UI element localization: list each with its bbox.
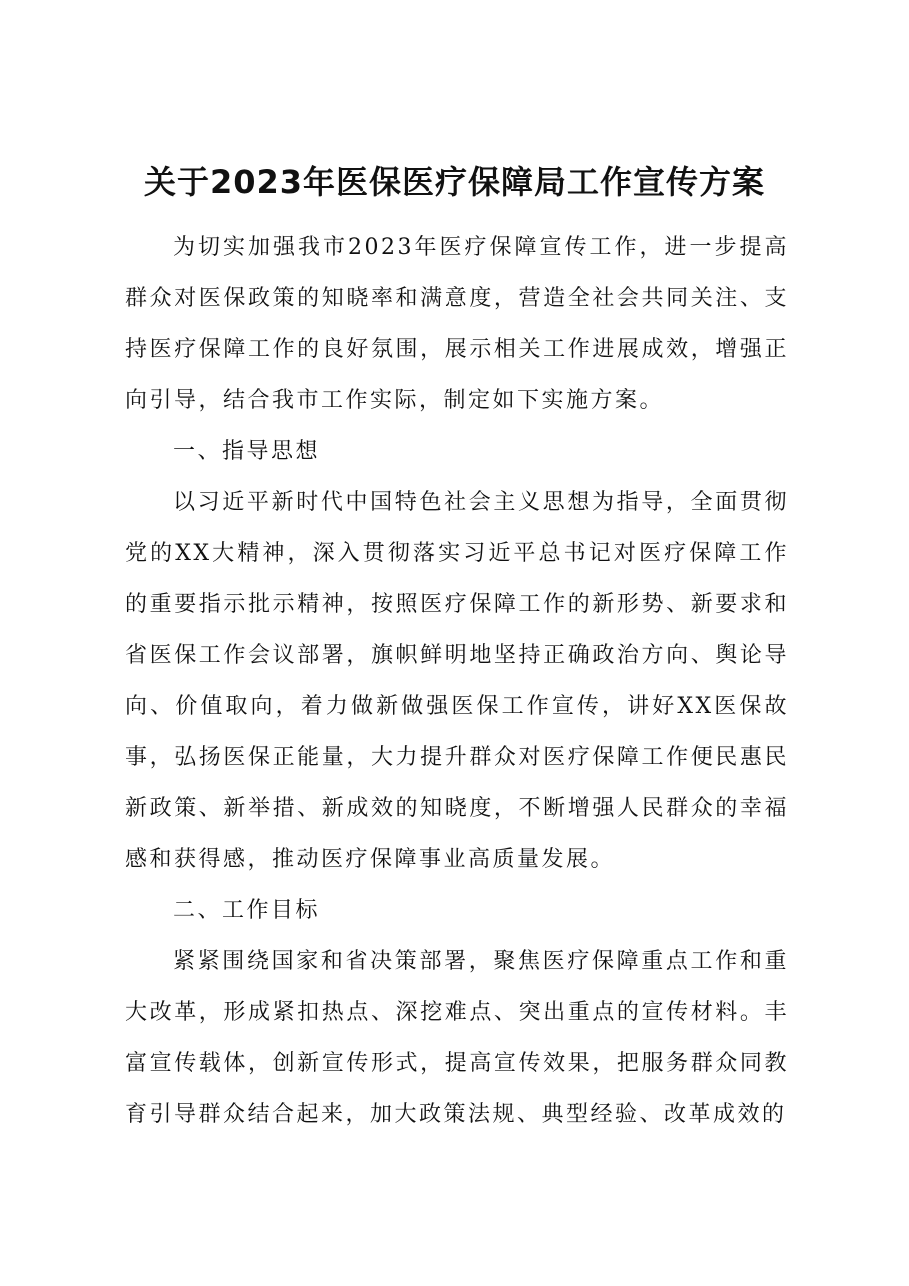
section-heading-guiding-thought: 一、指导思想 — [173, 439, 321, 464]
section-heading-work-goals: 二、工作目标 — [173, 898, 321, 923]
document-body — [125, 222, 789, 1140]
intro-paragraph: 为切实加强我市2023年医疗保障宣传工作，进一步提高群众对医保政策的知晓率和满意度，营造全社会共同关注、支持医疗保障工作的良好氛围，展示相关工作进展成效，增强正向引导，结合我市工作实际，制定如下实施方案。 — [125, 235, 789, 413]
work-goals-paragraph: 紧紧围绕国家和省决策部署，聚焦医疗保障重点工作和重大改革，形成紧扣热点、深挖难点、突出重点的宣传材料。丰富宣传载体，创新宣传形式，提高宣传效果，把服务群众同教育引导群众结合起来，加大政策法规、典型经验、改革成效的 — [125, 949, 789, 1127]
document-title: 关于2023年医保医疗保障局工作宣传方案 — [143, 163, 766, 201]
guiding-thought-paragraph: 以习近平新时代中国特色社会主义思想为指导，全面贯彻党的XX大精神，深入贯彻落实习近平总书记对医疗保障工作的重要指示批示精神，按照医疗保障工作的新形势、新要求和省医保工作会议部署，旗帜鲜明地坚持正确政治方向、舆论导向、价值取向，着力做新做强医保工作宣传，讲好XX医保故事，弘扬医保正能量，大力提升群众对医疗保障工作便民惠民新政策、新举措、新成效的知晓度，不断增强人民群众的幸福感和获得感，推动医疗保障事业高质量发展。 — [125, 490, 789, 872]
